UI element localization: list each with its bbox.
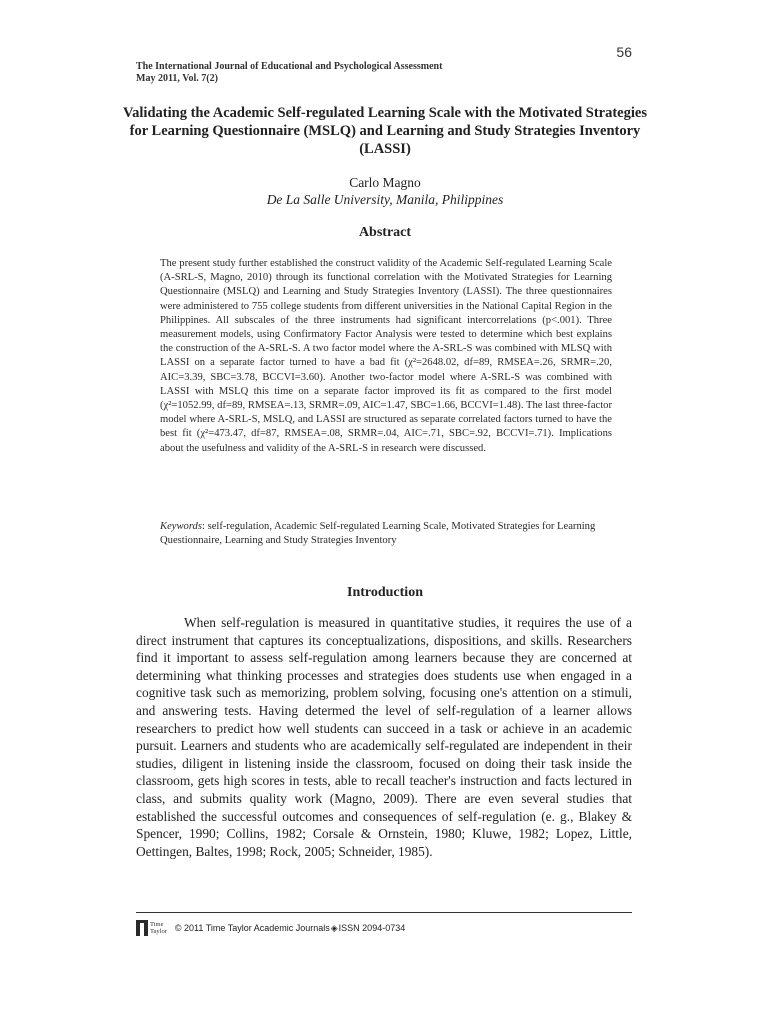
diamond-icon: ◈ xyxy=(330,922,338,933)
footer xyxy=(136,918,632,938)
introduction-body xyxy=(136,614,632,860)
abstract-heading: Abstract xyxy=(358,225,412,240)
footer-divider xyxy=(136,912,632,913)
author-affiliation: De La Salle University, Manila, Philippines xyxy=(266,192,504,207)
abstract-body xyxy=(160,257,612,456)
copyright-text: © 2011 Time Taylor Academic Journals xyxy=(174,923,330,933)
abstract-paragraph: The present study further established the construct validity of the Academic Self-regulated Learning Scale (A-SRL-S, Magno, 2010) through its functional correlation with the Motivated Strategies for Learning Questionnaire (MSLQ) and Learning and Study Strategies Inventory (LASSI). The three questionnaires were administered to 755 college students from different universities in the National Capital Region in the Philippines. All subscales of the three instruments had significant intercorrelations (p<.001). Three measurement models, using Confirmatory Factor Analysis were tested to determine which best explains the construction of the A-SRL-S. A two factor model where the A-SRL-S was combined with MLSQ with LASSI on a separate factor turned to have a bad fit (χ²=2648.02, df=89, RMSEA=.26, SRMR=.20, AIC=3.39, SBC=3.78, BCCVI=3.60). Another two-factor model where A-SRL-S was combined with LASSI with MSLQ this time on a separate factor improved its fit as compared to the first model (χ²=1052.99, df=89, RMSEA=.13, SRMR=.09, AIC=1.47, SBC=1.66, BCCVI=1.48). The last three-factor model where A-SRL-S, MSLQ, and LASSI are structured as separate correlated factors turned to have the best fit (χ²=473.47, df=87, RMSEA=.08, SRMR=.04, AIC=.71, SBC=.92, BCCVI=.71). Implications about the usefulness and validity of the A-SRL-S in research were discussed. xyxy=(160,258,612,454)
publisher-logo-icon xyxy=(136,920,148,936)
journal-issue: May 2011, Vol. 7(2) xyxy=(136,73,218,84)
paper-title: Validating the Academic Self-regulated Learning Scale with the Motivated Strategies for Learning Questionnaire (MSLQ) and Learning and Study Strategies Inventory (LASSI) xyxy=(123,105,647,157)
journal-header xyxy=(136,61,442,85)
introduction-paragraph: When self-regulation is measured in quantitative studies, it requires the use of a direct instrument that captures its conceptualizations, dispositions, and skills. Researchers find it important to assess self-regulation among learners because they are concerned at determining what thinking processes and strategies does students use when engaged in a cognitive task such as memorizing, problem solving, focusing one's attention on a stimuli, and answering tests. Having determed the level of self-regulation of a learner allows researchers to predict how well students can succeed in a task or achieve in an academic pursuit. Learners and students who are academically self-regulated are independent in their studies, diligent in listening inside the classroom, focused on doing their task inside the classroom, gets high scores in tests, able to recall teacher's instruction and facts lectured in class, and submits quality work (Magno, 2009). There are even several studies that established the successful outcomes and consequences of self-regulation (e. g., Blakey & Spencer, 1990; Collins, 1982; Corsale & Ornstein, 1980; Kluwe, 1982; Lopez, Little, Oettingen, Baltes, 1998; Rock, 2005; Schneider, 1985). xyxy=(136,615,632,859)
author-name: Carlo Magno xyxy=(349,175,421,190)
keywords-label: Keywords xyxy=(160,521,202,532)
page-number: 56 xyxy=(616,44,632,60)
journal-name: The International Journal of Educational and Psychological Assessment xyxy=(136,61,443,72)
issn-text: ISSN 2094-0734 xyxy=(338,923,406,933)
keywords xyxy=(160,520,615,548)
publisher-logo-text: Time Taylor xyxy=(150,921,167,935)
introduction-heading: Introduction xyxy=(347,585,423,600)
publisher-logo xyxy=(136,920,167,936)
keywords-list: : self-regulation, Academic Self-regulated Learning Scale, Motivated Strategies for Learning Questionnaire, Learning and Study Strategies Inventory xyxy=(160,521,596,547)
